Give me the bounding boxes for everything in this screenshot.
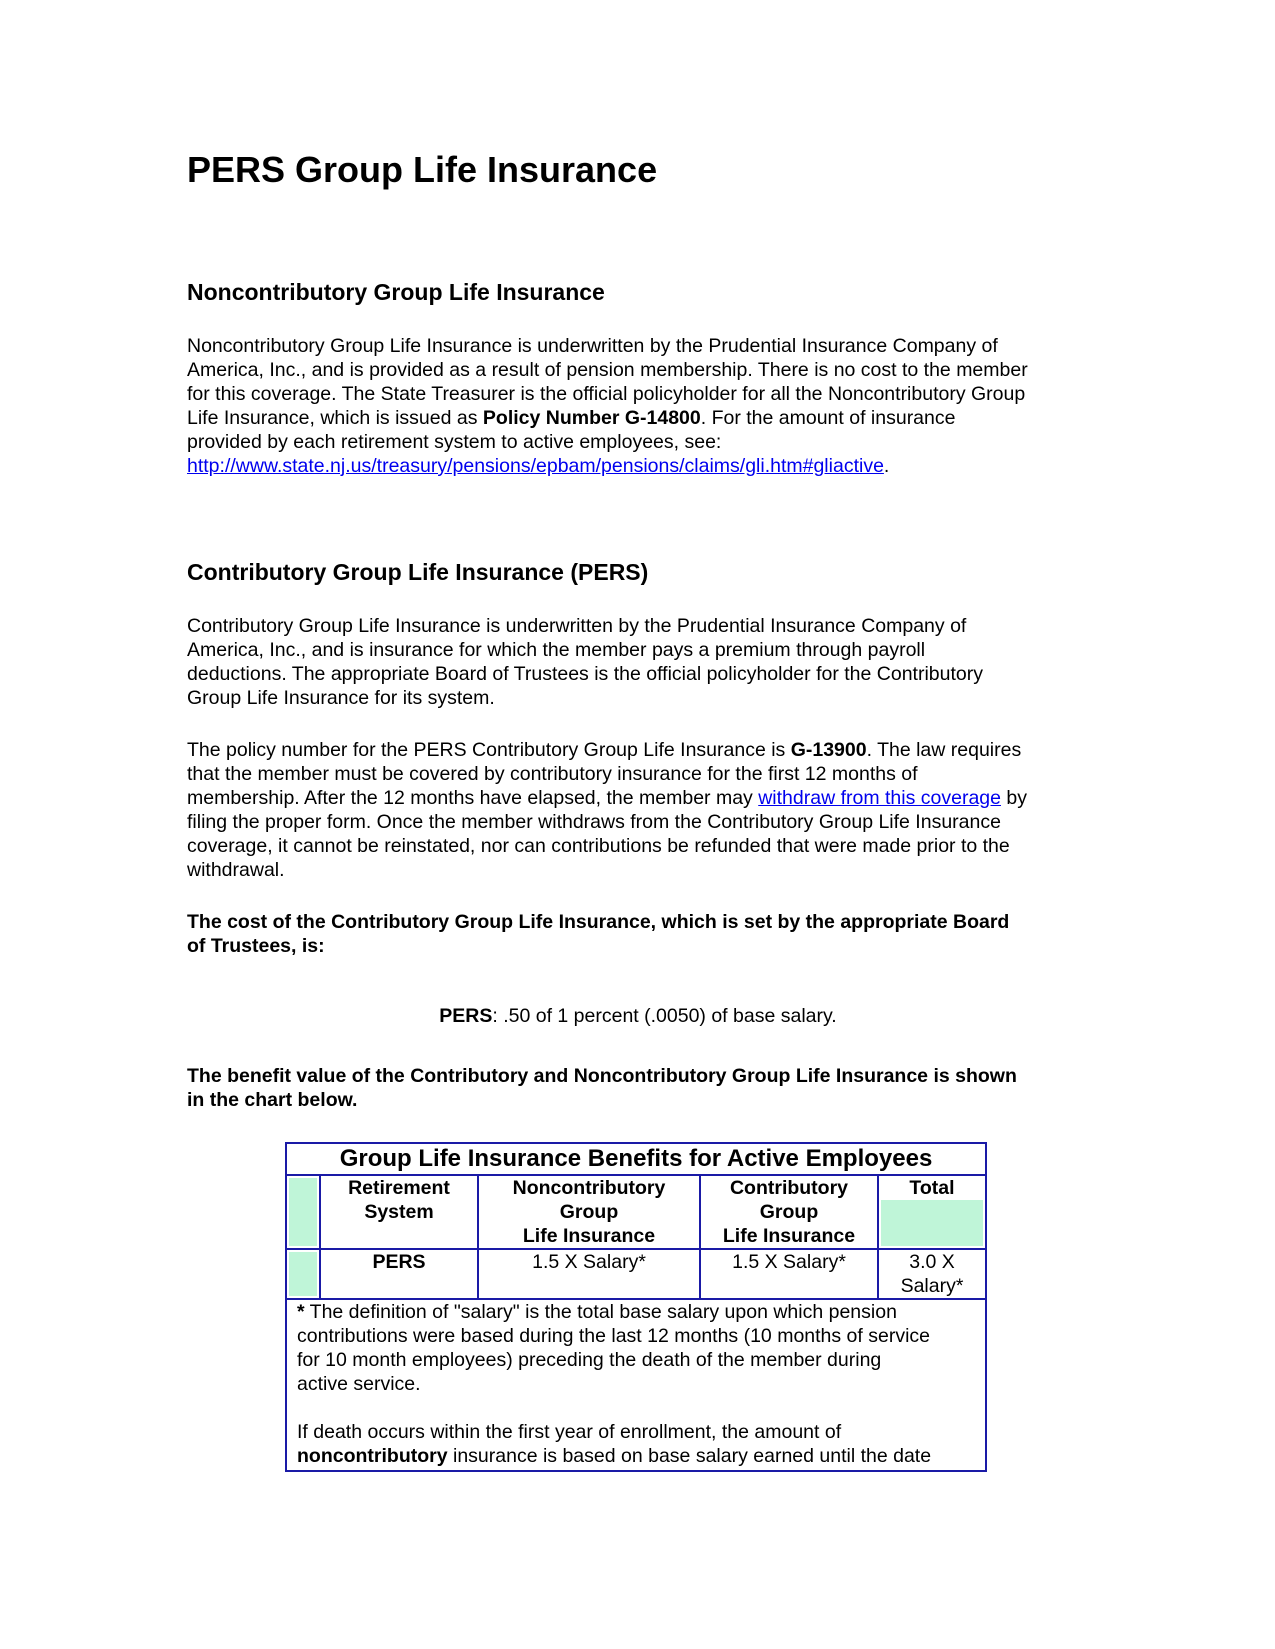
row-marker-cell — [287, 1250, 321, 1298]
text-line — [187, 738, 1087, 762]
withdraw-coverage-link[interactable]: withdraw from this coverage — [758, 787, 1001, 809]
text-segment: by — [1000, 787, 1027, 809]
text-segment: . For the amount of insurance — [700, 407, 956, 429]
text-line — [297, 1300, 975, 1324]
cost-intro — [187, 910, 1087, 958]
header-text: Life Insurance — [522, 1225, 656, 1247]
text-segment: insurance is based on base salary earned until the date — [447, 1445, 932, 1467]
text-line — [187, 406, 1087, 430]
text-segment: The definition of "salary" is the total base salary upon which pension — [304, 1301, 897, 1323]
spacer — [297, 1396, 975, 1420]
text-line: Group Life Insurance for its system. — [187, 687, 495, 709]
green-shading — [881, 1200, 983, 1246]
header-text: Group — [759, 1201, 819, 1223]
header-text: System — [364, 1201, 434, 1223]
table-footnote — [287, 1300, 985, 1470]
text-segment: membership. After the 12 months have elapsed, the member may — [187, 787, 759, 809]
header-text: Retirement — [348, 1177, 450, 1199]
text-line: withdrawal. — [187, 859, 285, 881]
text-line: deductions. The appropriate Board of Trustees is the official policyholder for the Contributory — [187, 663, 983, 685]
text-line: America, Inc., and is insurance for which the member pays a premium through payroll — [187, 639, 926, 661]
text-line: of Trustees, is: — [187, 935, 325, 957]
cost-label: PERS — [439, 1005, 493, 1027]
text-line — [187, 454, 1087, 478]
text-line: The benefit value of the Contributory and Noncontributory Group Life Insurance is shown — [187, 1065, 1017, 1087]
noncontributory-heading: Noncontributory Group Life Insurance — [187, 279, 605, 305]
text-line: Contributory Group Life Insurance is underwritten by the Prudential Insurance Company of — [187, 615, 967, 637]
text-line: Noncontributory Group Life Insurance is underwritten by the Prudential Insurance Company of — [187, 335, 998, 357]
text-bold-segment: noncontributory — [297, 1445, 448, 1467]
header-text: Group — [559, 1201, 619, 1223]
table-title: Group Life Insurance Benefits for Active Employees — [287, 1144, 985, 1176]
text-line: for this coverage. The State Treasurer is the official policyholder for all the Noncontributory Group — [187, 383, 1026, 405]
text-line: active service. — [297, 1373, 421, 1395]
text-segment: . The law requires — [866, 739, 1022, 761]
text-segment: The policy number for the PERS Contributory Group Life Insurance is — [187, 739, 791, 761]
text-line: for 10 month employees) preceding the death of the member during — [297, 1349, 882, 1371]
page-title: PERS Group Life Insurance — [187, 149, 658, 190]
text-line: filing the proper form. Once the member withdraws from the Contributory Group Life Insurance — [187, 811, 1001, 833]
contributory-paragraph-1 — [187, 614, 1087, 710]
cell-total — [879, 1250, 985, 1298]
table-row — [287, 1250, 985, 1300]
benefits-table — [285, 1142, 987, 1472]
header-text: Total — [909, 1177, 955, 1199]
text-line — [187, 786, 1087, 810]
text-line: in the chart below. — [187, 1089, 358, 1111]
text-line: coverage, it cannot be reinstated, nor can contributions be refunded that were made prior to the — [187, 835, 1010, 857]
header-text: Contributory — [729, 1177, 849, 1199]
cell-text: Salary* — [900, 1275, 964, 1297]
cost-value: : .50 of 1 percent (.0050) of base salary. — [492, 1005, 837, 1027]
cell-text: 3.0 X — [909, 1251, 955, 1273]
pers-cost-line — [187, 1004, 1088, 1028]
policy-number: Policy Number G-14800 — [482, 407, 701, 429]
cell-contributory: 1.5 X Salary* — [701, 1250, 879, 1298]
gli-active-link[interactable]: http://www.state.nj.us/treasury/pensions/epbam/pensions/claims/gli.htm#gliactive — [187, 455, 884, 477]
text-line: America, Inc., and is provided as a result of pension membership. There is no cost to the member — [187, 359, 1028, 381]
header-contributory — [701, 1176, 879, 1248]
header-retirement-system — [321, 1176, 479, 1248]
header-marker-cell — [287, 1176, 321, 1248]
text-segment: Life Insurance, which is issued as — [187, 407, 483, 429]
text-line: that the member must be covered by contributory insurance for the first 12 months of — [187, 763, 918, 785]
header-noncontributory — [479, 1176, 701, 1248]
text-line: The cost of the Contributory Group Life Insurance, which is set by the appropriate Board — [187, 911, 1010, 933]
cell-noncontributory: 1.5 X Salary* — [479, 1250, 701, 1298]
header-total — [879, 1176, 985, 1248]
text-segment: . — [883, 455, 890, 477]
text-line: If death occurs within the first year of enrollment, the amount of — [297, 1421, 842, 1443]
footnote-star: * — [297, 1301, 305, 1323]
policy-number: G-13900 — [790, 739, 867, 761]
contributory-paragraph-2 — [187, 738, 1087, 882]
text-line: provided by each retirement system to active employees, see: — [187, 431, 722, 453]
table-header-row — [287, 1176, 985, 1250]
contributory-heading: Contributory Group Life Insurance (PERS) — [187, 559, 649, 585]
green-shading — [289, 1178, 317, 1246]
noncontributory-paragraph — [187, 334, 1087, 478]
green-shading — [289, 1252, 317, 1296]
header-text: Life Insurance — [722, 1225, 856, 1247]
header-text: Noncontributory — [512, 1177, 666, 1199]
benefit-intro — [187, 1064, 1087, 1112]
text-line — [297, 1444, 975, 1468]
cell-system: PERS — [321, 1250, 479, 1298]
text-line: contributions were based during the last 12 months (10 months of service — [297, 1325, 931, 1347]
